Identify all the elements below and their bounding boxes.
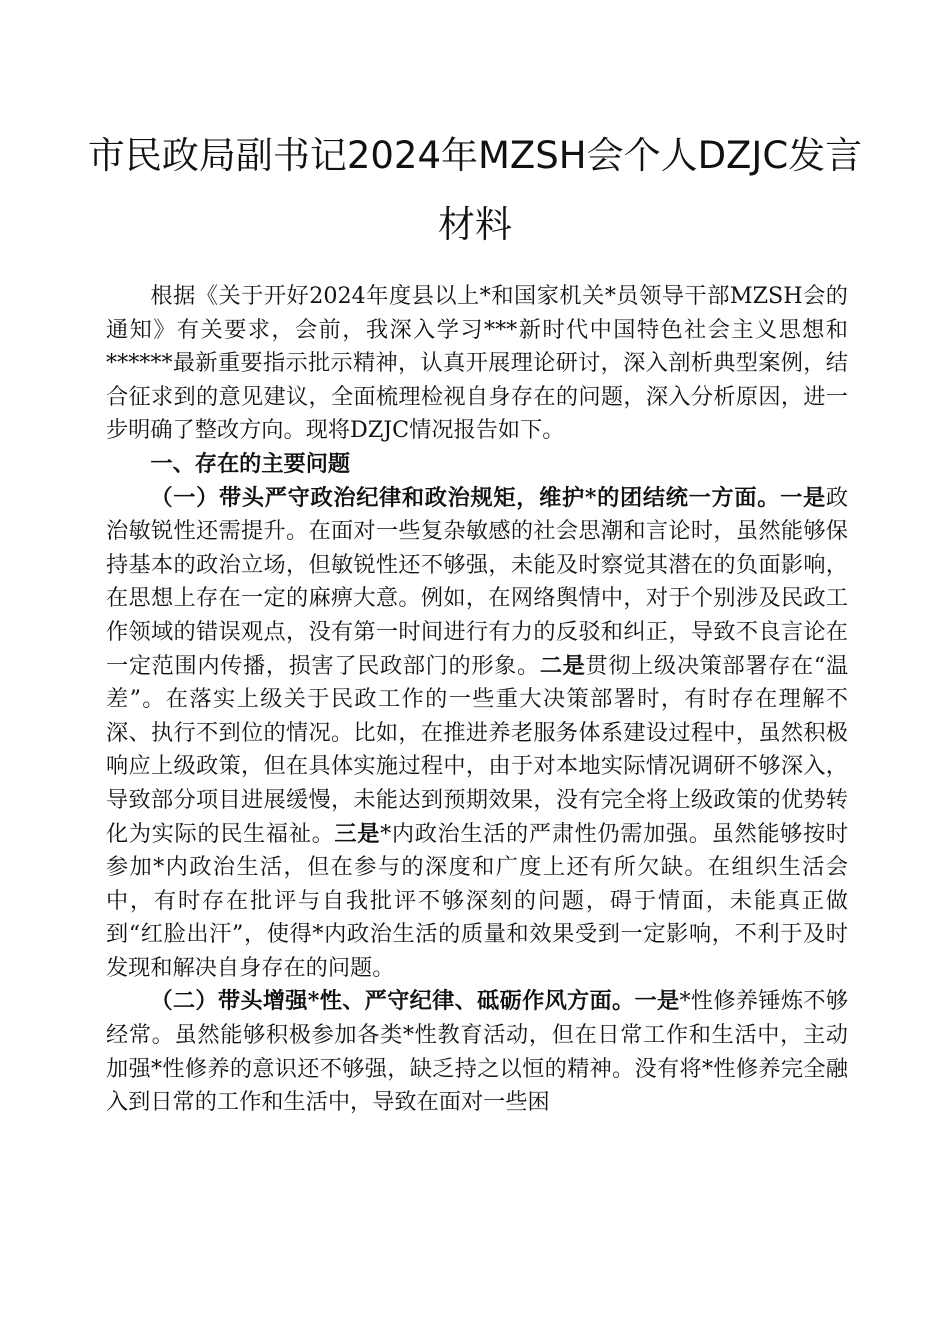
item-label: 一是 (780, 484, 826, 511)
document-title (60, 128, 890, 252)
title-line-2: 材料 (438, 203, 512, 246)
intro-paragraph: 根据《关于开好2024年度县以上*和国家机关*员领导干部MZSH会的通知》有关要求，会前，我深入学习***新时代中国特色社会主义思想和******最新重要指示批示精神，认真开展理论研讨，深入剖析典型案例，结合征求到的意见建议，全面梳理检视自身存在的问题，深入分析原因，进一步明确了整改方向。现将DZJC情况报告如下。 (106, 283, 848, 444)
title-line-1: 市民政局副书记2024年MZSH会个人DZJC发言 (87, 134, 863, 177)
item-label: 三是 (334, 820, 381, 847)
subsection-1-paragraph (106, 482, 848, 986)
item-label: 一是 (634, 988, 680, 1015)
item-text: 贯彻上级决策部署存在“温差”。在落实上级关于民政工作的一些重大决策部署时，有时存在理解不深、执行不到位的情况。比如，在推进养老服务体系建设过程中，虽然积极响应上级政策，但在具体实施过程中，由于对本地实际情况调研不够深入，导致部分项目进展缓慢，未能达到预期效果，没有完全将上级政策的优势转化为实际的民生福祉。 (106, 652, 849, 847)
subsection-2-heading: （二）带头增强*性、严守纪律、砥砺作风方面。 (150, 988, 635, 1015)
document-body (106, 280, 848, 1120)
item-text: *内政治生活的严肃性仍需加强。虽然能够按时参加*内政治生活，但在参与的深度和广度上还有所欠缺。在组织生活会中，有时存在批评与自我批评不够深刻的问题，碍于情面，未能真正做到“红脸出汗”，使得*内政治生活的质量和效果受到一定影响，不利于及时发现和解决自身存在的问题。 (106, 820, 849, 981)
subsection-1-heading: （一）带头严守政治纪律和政治规矩，维护*的团结统一方面。 (150, 484, 781, 511)
subsection-2-paragraph (106, 985, 848, 1119)
item-text: 政治敏锐性还需提升。在面对一些复杂敏感的社会思潮和言论时，虽然能够保持基本的政治立场，但敏锐性还不够强，未能及时察觉其潜在的负面影响，在思想上存在一定的麻痹大意。例如，在网络舆情中，对于个别涉及民政工作领域的错误观点，没有第一时间进行有力的反驳和纠正，导致不良言论在一定范围内传播，损害了民政部门的形象。 (106, 484, 848, 679)
section-heading-problems: 一、存在的主要问题 (150, 450, 351, 477)
item-text: *性修养锤炼不够经常。虽然能够积极参加各类*性教育活动，但在日常工作和生活中，主动加强*性修养的意识还不够强，缺乏持之以恒的精神。没有将*性修养完全融入到日常的工作和生活中，导致在面对一些困 (106, 988, 849, 1116)
item-label: 二是 (539, 652, 586, 679)
